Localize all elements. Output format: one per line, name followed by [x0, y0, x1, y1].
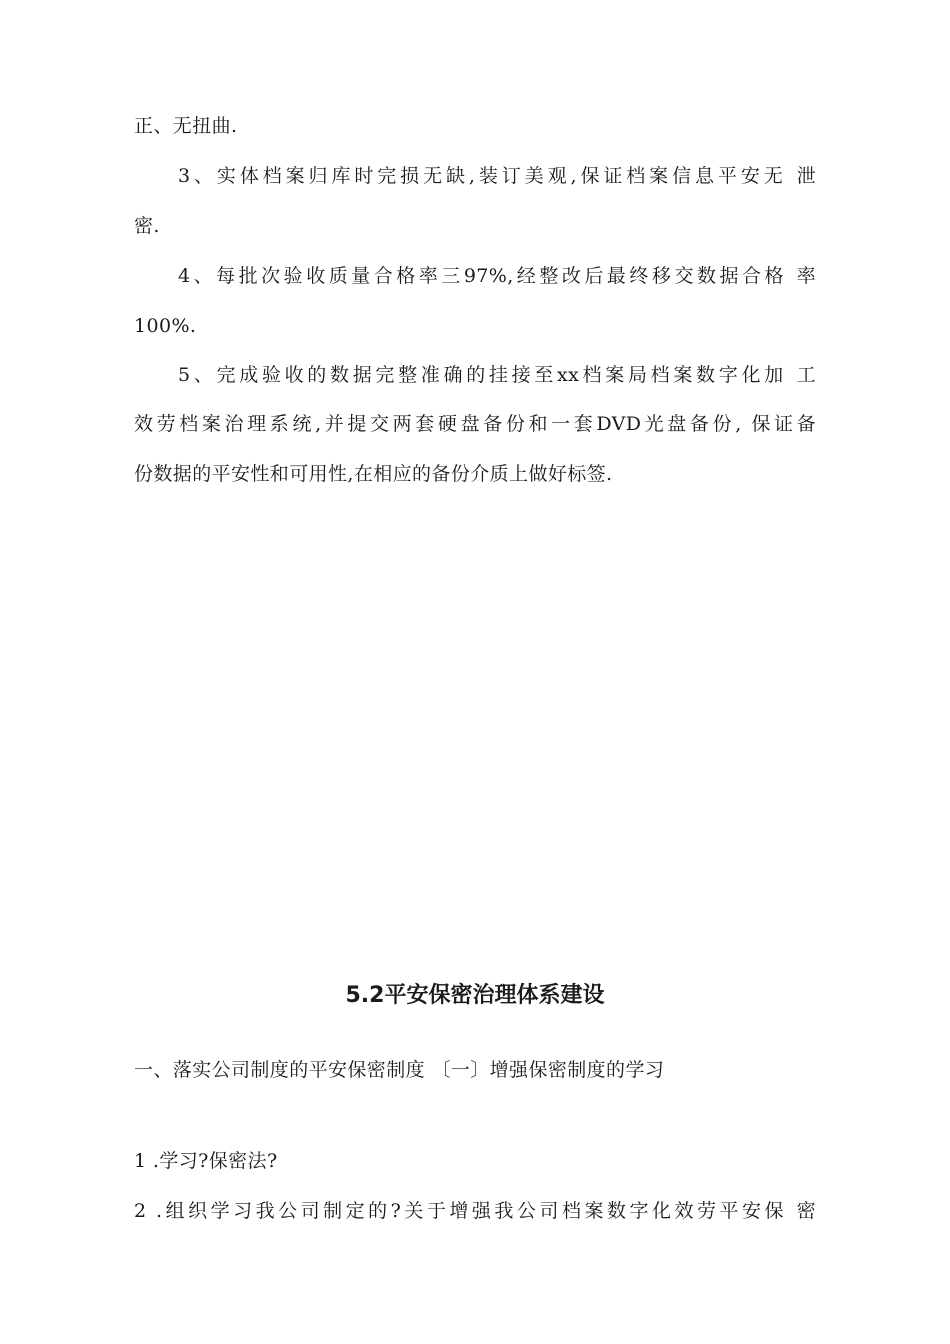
paragraph-line: 4、每批次验收质量合格率三97%,经整改后最终移交数据合格 率	[178, 265, 816, 287]
paragraph-line: 5、完成验收的数据完整准确的挂接至xx档案局档案数字化加 工	[178, 364, 816, 386]
paragraph-line: 正、无扭曲.	[134, 115, 238, 137]
paragraph-line: 密.	[134, 215, 160, 237]
list-item: 2 .组织学习我公司制定的?关于增强我公司档案数字化效劳平安保 密	[134, 1200, 816, 1222]
paragraph-line: 份数据的平安性和可用性,在相应的备份介质上做好标签.	[134, 463, 613, 485]
list-item: 1 .学习?保密法?	[134, 1150, 278, 1172]
paragraph-line: 3、实体档案归库时完损无缺,装订美观,保证档案信息平安无 泄	[178, 165, 816, 187]
paragraph-line: 100%.	[134, 315, 197, 337]
paragraph-line: 效劳档案治理系统,并提交两套硬盘备份和一套DVD光盘备份, 保证备	[134, 413, 816, 435]
section-heading: 5.2平安保密治理体系建设	[345, 983, 605, 1008]
section-intro: 一、落实公司制度的平安保密制度 〔一〕增强保密制度的学习	[134, 1059, 665, 1081]
